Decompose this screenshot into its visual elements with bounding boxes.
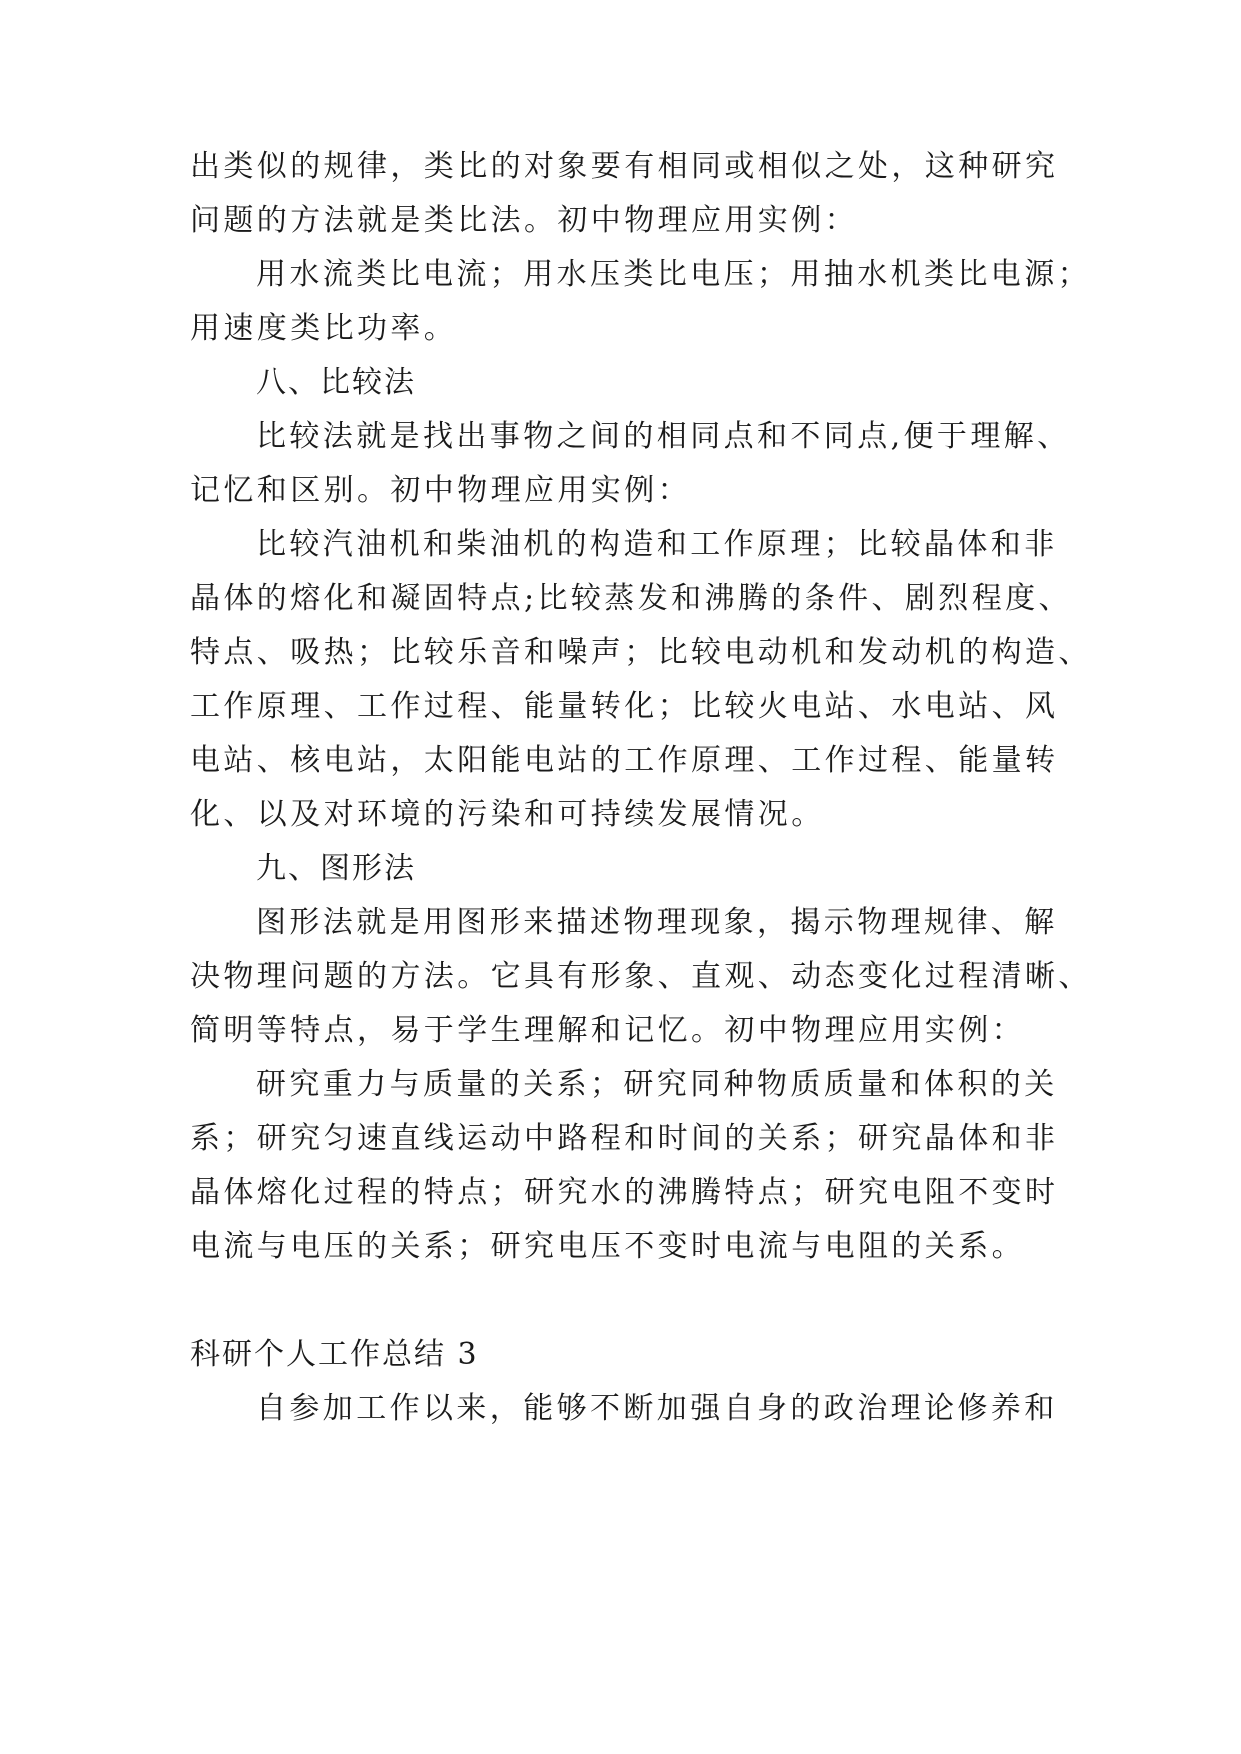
text-line: 用速度类比功率。 [190, 311, 458, 346]
section-heading: 八、比较法 [256, 365, 416, 400]
text-line: 比较汽油机和柴油机的构造和工作原理；比较晶体和非 [256, 527, 1058, 562]
text-line: 决物理问题的方法。它具有形象、直观、动态变化过程清晰、 [190, 959, 1092, 994]
text-line: 图形法就是用图形来描述物理现象，揭示物理规律、解 [256, 905, 1058, 940]
text-line: 电流与电压的关系；研究电压不变时电流与电阻的关系。 [190, 1229, 1025, 1264]
article-title: 科研个人工作总结 3 [190, 1337, 479, 1372]
text-line: 研究重力与质量的关系；研究同种物质质量和体积的关 [256, 1067, 1058, 1102]
text-line: 问题的方法就是类比法。初中物理应用实例： [190, 203, 858, 238]
section-heading: 九、图形法 [256, 851, 416, 886]
text-line: 工作原理、工作过程、能量转化；比较火电站、水电站、风 [190, 689, 1059, 724]
text-line: 系；研究匀速直线运动中路程和时间的关系；研究晶体和非 [190, 1121, 1059, 1156]
text-line: 自参加工作以来，能够不断加强自身的政治理论修养和 [256, 1391, 1058, 1426]
text-line: 电站、核电站，太阳能电站的工作原理、工作过程、能量转 [190, 743, 1059, 778]
text-line: 晶体的熔化和凝固特点;比较蒸发和沸腾的条件、剧烈程度、 [190, 581, 1072, 616]
text-line: 用水流类比电流；用水压类比电压；用抽水机类比电源； [256, 257, 1091, 292]
text-line: 简明等特点，易于学生理解和记忆。初中物理应用实例： [190, 1013, 1025, 1048]
text-line: 比较法就是找出事物之间的相同点和不同点,便于理解、 [256, 419, 1071, 454]
text-line: 晶体熔化过程的特点；研究水的沸腾特点；研究电阻不变时 [190, 1175, 1059, 1210]
text-line: 化、以及对环境的污染和可持续发展情况。 [190, 797, 825, 832]
text-line: 出类似的规律，类比的对象要有相同或相似之处，这种研究 [190, 149, 1059, 184]
text-line: 记忆和区别。初中物理应用实例： [190, 473, 691, 508]
text-line: 特点、吸热；比较乐音和噪声；比较电动机和发动机的构造、 [190, 635, 1092, 670]
